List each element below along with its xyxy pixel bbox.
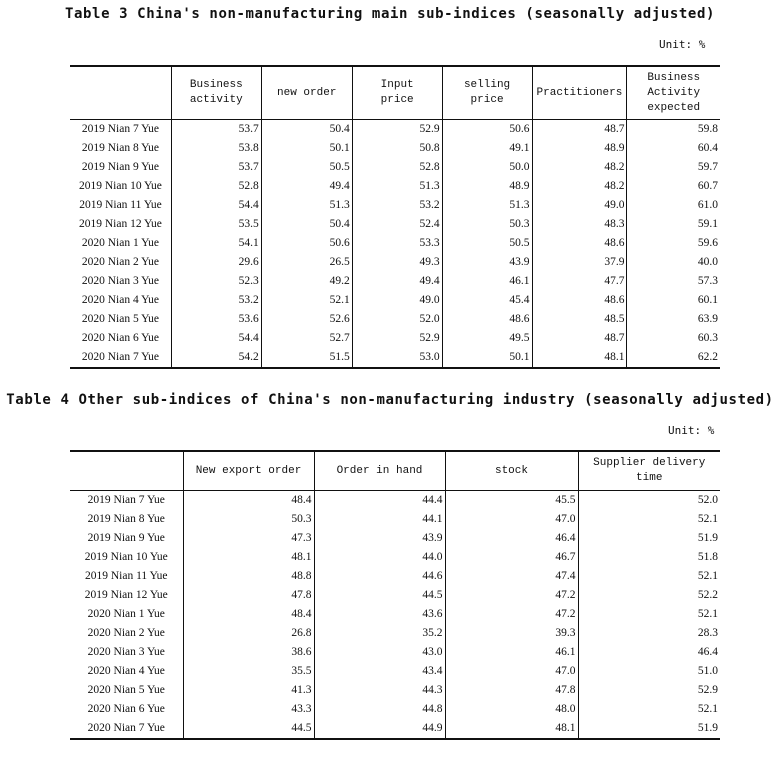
table3-cell: 46.1: [442, 272, 532, 291]
table3-cell: 45.4: [442, 291, 532, 310]
table4-col-header: Supplier delivery time: [578, 451, 720, 491]
table4-row-label: 2020 Nian 1 Yue: [87, 608, 165, 620]
table3-row: [70, 158, 720, 177]
table3-row-label: 2020 Nian 6 Yue: [81, 332, 160, 344]
table3-unit: Unit: %: [659, 38, 706, 51]
table4-title: Table 4 Other sub-indices of China's non-manufacturing industry (seasonally adjusted): [6, 392, 774, 408]
table4-row-label: 2019 Nian 7 Yue: [87, 494, 165, 506]
table4-cell: 52.1: [578, 510, 720, 529]
table4-row: [70, 719, 720, 739]
table3-row: [70, 348, 720, 368]
table3-cell: 57.3: [627, 272, 720, 291]
table4-header: [70, 451, 720, 491]
table3-row: [70, 215, 720, 234]
table4-cell: 47.8: [183, 586, 314, 605]
table3-row: [70, 253, 720, 272]
table4-cell: 51.0: [578, 662, 720, 681]
table3-cell: 48.6: [532, 291, 627, 310]
table3-row-label: 2019 Nian 10 Yue: [78, 180, 162, 192]
table3-row-label: 2019 Nian 12 Yue: [78, 218, 162, 230]
table3-cell: 53.6: [171, 310, 261, 329]
table3-row-label: 2019 Nian 8 Yue: [81, 142, 160, 154]
table3-title: Table 3 China's non-manufacturing main sub-indices (seasonally adjusted): [64, 6, 716, 22]
table3-cell: 53.7: [171, 120, 261, 140]
table4-row-label: 2019 Nian 9 Yue: [87, 532, 165, 544]
table3-row-label: 2020 Nian 5 Yue: [81, 313, 160, 325]
table4-row-label: 2020 Nian 3 Yue: [87, 646, 165, 658]
table3-row: [70, 291, 720, 310]
table3-cell: 54.2: [171, 348, 261, 368]
table3-cell: 50.1: [261, 139, 352, 158]
table3-cell: 60.7: [627, 177, 720, 196]
table4-row-label: 2019 Nian 8 Yue: [87, 513, 165, 525]
table3-col-header: Business Activity expected: [627, 66, 720, 120]
table3-cell: 61.0: [627, 196, 720, 215]
table3-cell: 53.2: [352, 196, 442, 215]
table4-cell: 52.0: [578, 491, 720, 511]
table3-row: [70, 120, 720, 140]
table3-cell: 52.6: [261, 310, 352, 329]
table3-cell: 49.3: [352, 253, 442, 272]
table3-cell: 53.3: [352, 234, 442, 253]
table4-cell: 47.2: [445, 586, 578, 605]
table3-col-header: Practitioners: [532, 66, 627, 120]
table3-cell: 48.2: [532, 177, 627, 196]
table4-cell: 47.3: [183, 529, 314, 548]
table4-cell: 51.8: [578, 548, 720, 567]
table4-cell: 41.3: [183, 681, 314, 700]
table3-cell: 47.7: [532, 272, 627, 291]
table3-cell: 48.6: [442, 310, 532, 329]
table3-cell: 62.2: [627, 348, 720, 368]
table4-row-label: 2020 Nian 4 Yue: [87, 665, 165, 677]
table4-cell: 46.4: [445, 529, 578, 548]
table3-cell: 49.4: [261, 177, 352, 196]
table3-header: [70, 66, 720, 120]
table3-cell: 50.3: [442, 215, 532, 234]
table4-cell: 51.9: [578, 529, 720, 548]
table3-row: [70, 196, 720, 215]
table4-cell: 47.0: [445, 662, 578, 681]
table3-cell: 59.8: [627, 120, 720, 140]
table4-cell: 52.9: [578, 681, 720, 700]
table3-row-label: 2020 Nian 7 Yue: [70, 348, 171, 368]
table4-row-label: 2020 Nian 6 Yue: [87, 703, 165, 715]
table3-cell: 50.8: [352, 139, 442, 158]
table3-row-label: 2020 Nian 4 Yue: [81, 294, 160, 306]
table3-row: [70, 139, 720, 158]
table4-cell: 48.4: [183, 605, 314, 624]
table4-cell: 45.5: [445, 491, 578, 511]
table4-cell: 48.4: [183, 491, 314, 511]
table3-row-label: 2020 Nian 2 Yue: [81, 256, 160, 268]
table4-cell: 46.4: [578, 643, 720, 662]
table3-row-label: 2019 Nian 9 Yue: [81, 161, 160, 173]
table3-row-label: 2019 Nian 7 Yue: [81, 123, 160, 135]
table4-cell: 43.9: [314, 529, 445, 548]
table3-cell: 53.7: [171, 158, 261, 177]
table3-cell: 51.3: [442, 196, 532, 215]
table3-body: [70, 120, 720, 369]
table4-cell: 39.3: [445, 624, 578, 643]
table4-cell: 43.0: [314, 643, 445, 662]
table3-cell: 49.0: [532, 196, 627, 215]
table4-corner-cell: [70, 451, 183, 491]
table3-cell: 40.0: [627, 253, 720, 272]
table3-col-header: Business activity: [171, 66, 261, 120]
table3-cell: 50.6: [261, 234, 352, 253]
table3-cell: 52.9: [352, 120, 442, 140]
table3-col-header: selling price: [442, 66, 532, 120]
table4-cell: 52.1: [578, 605, 720, 624]
table4-cell: 44.0: [314, 548, 445, 567]
table3-cell: 49.2: [261, 272, 352, 291]
table4-cell: 44.6: [314, 567, 445, 586]
table4-header-row: [70, 451, 720, 491]
table4-cell: 38.6: [183, 643, 314, 662]
table3-cell: 48.6: [532, 234, 627, 253]
table3-cell: 43.9: [442, 253, 532, 272]
table4-cell: 44.5: [314, 586, 445, 605]
table4-cell: 44.9: [314, 719, 445, 739]
table4: [70, 450, 720, 740]
table4-cell: 35.2: [314, 624, 445, 643]
table3-cell: 50.5: [442, 234, 532, 253]
table4-cell: 43.3: [183, 700, 314, 719]
table3-row: [70, 234, 720, 253]
table4-cell: 46.1: [445, 643, 578, 662]
table3-cell: 49.5: [442, 329, 532, 348]
table4-row: [70, 605, 720, 624]
table3-cell: 51.5: [261, 348, 352, 368]
table4-cell: 43.4: [314, 662, 445, 681]
table4-cell: 48.1: [445, 719, 578, 739]
table3-row: [70, 329, 720, 348]
table4-row: [70, 681, 720, 700]
table3-cell: 59.1: [627, 215, 720, 234]
table4-cell: 47.2: [445, 605, 578, 624]
table4-cell: 44.1: [314, 510, 445, 529]
table3-cell: 53.0: [352, 348, 442, 368]
table3-cell: 26.5: [261, 253, 352, 272]
table3-col-header: Input price: [352, 66, 442, 120]
table4-row: [70, 510, 720, 529]
table3-cell: 52.3: [171, 272, 261, 291]
table3-cell: 48.2: [532, 158, 627, 177]
table3-cell: 50.1: [442, 348, 532, 368]
table4-row: [70, 662, 720, 681]
table4-cell: 28.3: [578, 624, 720, 643]
table3-cell: 51.3: [261, 196, 352, 215]
table4-cell: 47.4: [445, 567, 578, 586]
table4-row: [70, 700, 720, 719]
table3-cell: 60.1: [627, 291, 720, 310]
table3-cell: 52.7: [261, 329, 352, 348]
table4-row-label: 2020 Nian 2 Yue: [87, 627, 165, 639]
table3-cell: 50.6: [442, 120, 532, 140]
table3-cell: 50.0: [442, 158, 532, 177]
table4-col-header: Order in hand: [314, 451, 445, 491]
table3-row: [70, 177, 720, 196]
table4-cell: 51.9: [578, 719, 720, 739]
table3-cell: 52.0: [352, 310, 442, 329]
table4-cell: 35.5: [183, 662, 314, 681]
table3-cell: 59.7: [627, 158, 720, 177]
table3-cell: 48.9: [442, 177, 532, 196]
table3-cell: 53.5: [171, 215, 261, 234]
table3-cell: 54.4: [171, 329, 261, 348]
table3-cell: 52.4: [352, 215, 442, 234]
table4-row-label: 2019 Nian 12 Yue: [84, 589, 168, 601]
table4-cell: 52.2: [578, 586, 720, 605]
table4-row: [70, 491, 720, 511]
table3-cell: 48.1: [532, 348, 627, 368]
table3-col-header: new order: [261, 66, 352, 120]
table4-cell: 46.7: [445, 548, 578, 567]
table3-header-row: [70, 66, 720, 120]
table3-cell: 63.9: [627, 310, 720, 329]
table3-cell: 48.7: [532, 329, 627, 348]
table4-cell: 44.3: [314, 681, 445, 700]
table3: [70, 65, 720, 369]
table4-body: [70, 491, 720, 740]
table4-row: [70, 586, 720, 605]
table4-col-header: stock: [445, 451, 578, 491]
table3-cell: 60.3: [627, 329, 720, 348]
table4-row-label: 2020 Nian 7 Yue: [70, 719, 183, 739]
table3-corner-cell: [70, 66, 171, 120]
table4-cell: 43.6: [314, 605, 445, 624]
table4-cell: 44.5: [183, 719, 314, 739]
table4-cell: 52.1: [578, 567, 720, 586]
table3-cell: 52.8: [171, 177, 261, 196]
table3-cell: 50.5: [261, 158, 352, 177]
table3-cell: 48.9: [532, 139, 627, 158]
table3-cell: 53.8: [171, 139, 261, 158]
table3-row-label: 2020 Nian 1 Yue: [81, 237, 160, 249]
table4-cell: 47.0: [445, 510, 578, 529]
table3-row-label: 2020 Nian 3 Yue: [81, 275, 160, 287]
table4-row: [70, 548, 720, 567]
table4-cell: 50.3: [183, 510, 314, 529]
table3-cell: 50.4: [261, 120, 352, 140]
table3-cell: 51.3: [352, 177, 442, 196]
table4-row-label: 2019 Nian 10 Yue: [84, 551, 168, 563]
table3-cell: 59.6: [627, 234, 720, 253]
table4-cell: 48.0: [445, 700, 578, 719]
table3-row-label: 2019 Nian 11 Yue: [79, 199, 162, 211]
table4-row: [70, 567, 720, 586]
table3-cell: 37.9: [532, 253, 627, 272]
table4-cell: 48.1: [183, 548, 314, 567]
table4-cell: 44.8: [314, 700, 445, 719]
table3-row: [70, 272, 720, 291]
table3-cell: 52.1: [261, 291, 352, 310]
table4-row-label: 2019 Nian 11 Yue: [84, 570, 168, 582]
table4-row: [70, 624, 720, 643]
table3-cell: 60.4: [627, 139, 720, 158]
table3-cell: 49.0: [352, 291, 442, 310]
table4-col-header: New export order: [183, 451, 314, 491]
table3-cell: 52.8: [352, 158, 442, 177]
table3-cell: 52.9: [352, 329, 442, 348]
table3-cell: 49.1: [442, 139, 532, 158]
table3-cell: 48.5: [532, 310, 627, 329]
table4-row-label: 2020 Nian 5 Yue: [87, 684, 165, 696]
table3-cell: 29.6: [171, 253, 261, 272]
table3-cell: 48.7: [532, 120, 627, 140]
table3-cell: 54.4: [171, 196, 261, 215]
table4-cell: 26.8: [183, 624, 314, 643]
table3-cell: 54.1: [171, 234, 261, 253]
table4-cell: 52.1: [578, 700, 720, 719]
table4-row: [70, 643, 720, 662]
table4-cell: 44.4: [314, 491, 445, 511]
table3-cell: 49.4: [352, 272, 442, 291]
table4-cell: 47.8: [445, 681, 578, 700]
table4-cell: 48.8: [183, 567, 314, 586]
table4-row: [70, 529, 720, 548]
table3-cell: 50.4: [261, 215, 352, 234]
table4-unit: Unit: %: [668, 424, 715, 437]
table3-row: [70, 310, 720, 329]
table3-cell: 48.3: [532, 215, 627, 234]
table3-cell: 53.2: [171, 291, 261, 310]
